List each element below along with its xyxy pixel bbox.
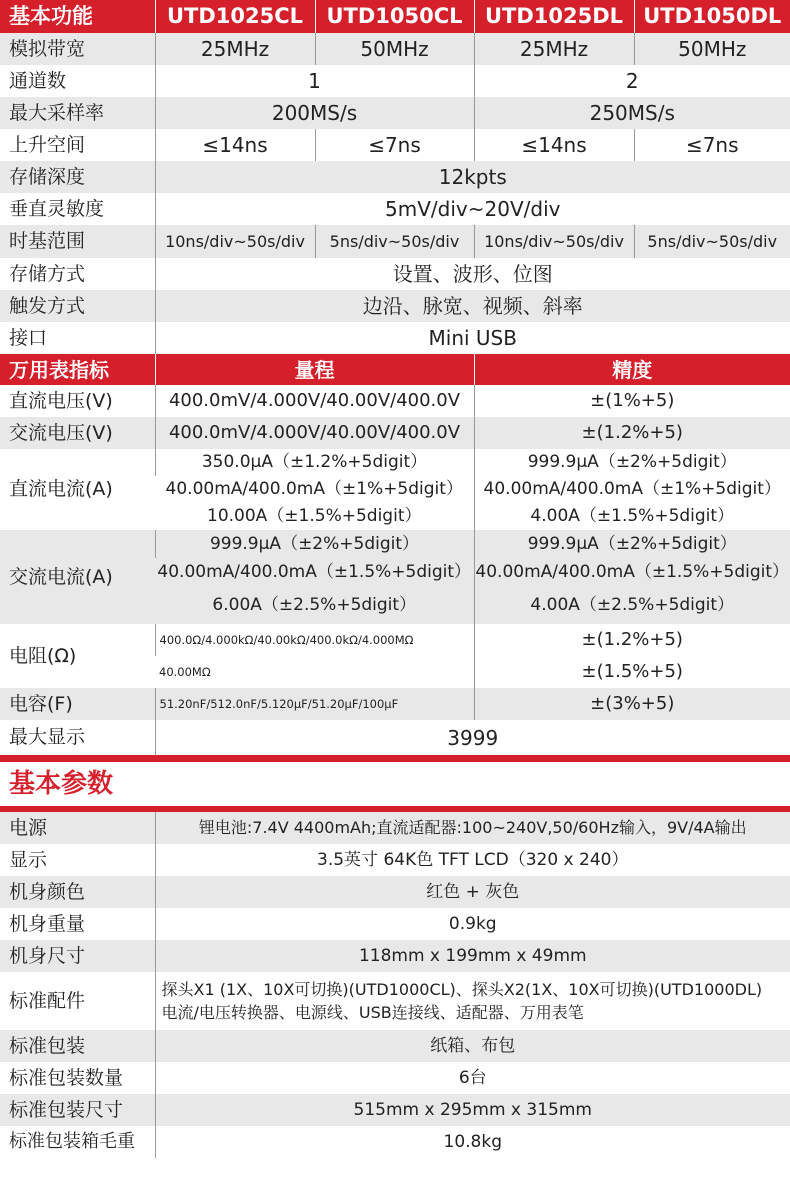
meter-value: 3999 — [155, 720, 790, 755]
spec-label: 接口 — [0, 322, 155, 354]
param-value: 0.9kg — [155, 908, 790, 940]
model-header-row — [0, 0, 790, 33]
meter-accuracy: ±(3%+5) — [474, 688, 790, 720]
param-value: 纸箱、布包 — [155, 1030, 790, 1062]
meter-row-aca — [0, 530, 790, 558]
spec-label: 垂直灵敏度 — [0, 193, 155, 225]
param-row — [0, 876, 790, 908]
param-value: 3.5英寸 64K色 TFT LCD（320 x 240） — [155, 844, 790, 876]
spec-value: 200MS/s — [155, 97, 474, 129]
multimeter-header-row — [0, 354, 790, 385]
meter-accuracy: ±(1.2%+5) — [474, 624, 790, 656]
meter-accuracy: 999.9μA（±2%+5digit） — [474, 530, 790, 558]
red-divider — [0, 755, 790, 762]
meter-label: 直流电压(V) — [0, 385, 155, 417]
meter-row-dcv — [0, 385, 790, 417]
param-value: 118mm x 199mm x 49mm — [155, 940, 790, 972]
meter-accuracy: ±(1%+5) — [474, 385, 790, 417]
spec-value: Mini USB — [155, 322, 790, 354]
param-value: 6台 — [155, 1062, 790, 1094]
meter-range: 40.00mA/400.0mA（±1%+5digit） — [155, 476, 474, 503]
param-value: 锂电池:7.4V 4400mAh;直流适配器:100~240V,50/60Hz输入，9V/4A输出 — [155, 812, 790, 844]
meter-accuracy: 40.00mA/400.0mA（±1.5%+5digit） — [474, 558, 790, 586]
meter-range: 350.0μA（±1.2%+5digit） — [155, 449, 474, 476]
param-row — [0, 844, 790, 876]
param-label: 标准包装数量 — [0, 1062, 155, 1094]
spec-value: 12kpts — [155, 161, 790, 193]
accessories-line: 探头X1 (1X、10X可切换)(UTD1000CL)、探头X2(1X、10X可切换)(UTD1000DL) — [161, 979, 763, 999]
basic-params-table — [0, 812, 790, 1158]
meter-accuracy: ±(1.2%+5) — [474, 417, 790, 449]
param-row — [0, 1126, 790, 1158]
spec-row-vertical-sensitivity — [0, 193, 790, 225]
spec-row-channels — [0, 65, 790, 97]
accuracy-header: 精度 — [474, 354, 790, 385]
spec-value: 10ns/div~50s/div — [155, 225, 315, 258]
accessories-line: 电流/电压转换器、电源线、USB连接线、适配器、万用表笔 — [161, 1003, 584, 1022]
param-label: 电源 — [0, 812, 155, 844]
spec-label: 存储方式 — [0, 258, 155, 290]
spec-row-bandwidth — [0, 33, 790, 65]
spec-row-storage — [0, 258, 790, 290]
section-title: 基本参数 — [0, 762, 790, 806]
param-row — [0, 972, 790, 1030]
spec-label: 最大采样率 — [0, 97, 155, 129]
param-value — [155, 972, 790, 1030]
model-name: UTD1050DL — [634, 0, 790, 33]
spec-value: 5ns/div~50s/div — [634, 225, 790, 258]
param-value: 515mm x 295mm x 315mm — [155, 1094, 790, 1126]
spec-label: 时基范围 — [0, 225, 155, 258]
param-label: 标准包装箱毛重 — [0, 1126, 155, 1158]
spec-label: 触发方式 — [0, 290, 155, 322]
meter-row-max-display — [0, 720, 790, 755]
meter-accuracy: 4.00A（±2.5%+5digit） — [474, 586, 790, 624]
spec-row-trigger — [0, 290, 790, 322]
meter-row-acv — [0, 417, 790, 449]
spec-value: 250MS/s — [474, 97, 790, 129]
model-name: UTD1050CL — [315, 0, 474, 33]
model-name: UTD1025DL — [474, 0, 634, 33]
spec-row-memory-depth — [0, 161, 790, 193]
meter-accuracy: 999.9μA（±2%+5digit） — [474, 449, 790, 476]
meter-label: 直流电流(A) — [0, 449, 155, 530]
header-label: 基本功能 — [0, 0, 155, 33]
param-label: 机身重量 — [0, 908, 155, 940]
meter-label: 电容(F) — [0, 688, 155, 720]
param-value: 10.8kg — [155, 1126, 790, 1158]
meter-range: 400.0mV/4.000V/40.00V/400.0V — [155, 385, 474, 417]
param-row — [0, 908, 790, 940]
meter-range: 400.0mV/4.000V/40.00V/400.0V — [155, 417, 474, 449]
spec-row-timebase — [0, 225, 790, 258]
spec-value: 设置、波形、位图 — [155, 258, 790, 290]
spec-value: 50MHz — [315, 33, 474, 65]
spec-label: 通道数 — [0, 65, 155, 97]
meter-row-dca — [0, 449, 790, 476]
meter-range: 10.00A（±1.5%+5digit） — [155, 503, 474, 530]
param-row — [0, 940, 790, 972]
meter-range: 400.0Ω/4.000kΩ/40.00kΩ/400.0kΩ/4.000MΩ — [155, 624, 474, 656]
meter-range: 999.9μA（±2%+5digit） — [155, 530, 474, 558]
meter-row-capacitance — [0, 688, 790, 720]
meter-row-resistance — [0, 624, 790, 656]
spec-row-sample-rate — [0, 97, 790, 129]
spec-value: 25MHz — [474, 33, 634, 65]
spec-value: ≤14ns — [474, 129, 634, 161]
spec-value: ≤14ns — [155, 129, 315, 161]
param-label: 显示 — [0, 844, 155, 876]
spec-value: ≤7ns — [634, 129, 790, 161]
param-value: 红色 + 灰色 — [155, 876, 790, 908]
spec-value: 5mV/div~20V/div — [155, 193, 790, 225]
range-header: 量程 — [155, 354, 474, 385]
meter-range: 51.20nF/512.0nF/5.120μF/51.20μF/100μF — [155, 688, 474, 720]
spec-value: 50MHz — [634, 33, 790, 65]
meter-accuracy: ±(1.5%+5) — [474, 656, 790, 688]
param-label: 机身尺寸 — [0, 940, 155, 972]
spec-label: 模拟带宽 — [0, 33, 155, 65]
spec-value: ≤7ns — [315, 129, 474, 161]
param-label: 机身颜色 — [0, 876, 155, 908]
param-row — [0, 1094, 790, 1126]
spec-label: 上升空间 — [0, 129, 155, 161]
spec-row-interface — [0, 322, 790, 354]
spec-row-rise-time — [0, 129, 790, 161]
meter-range: 40.00MΩ — [155, 656, 474, 688]
meter-range: 6.00A（±2.5%+5digit） — [155, 586, 474, 624]
spec-value: 10ns/div~50s/div — [474, 225, 634, 258]
param-row — [0, 812, 790, 844]
spec-value: 边沿、脉宽、视频、斜率 — [155, 290, 790, 322]
meter-accuracy: 4.00A（±1.5%+5digit） — [474, 503, 790, 530]
meter-label: 最大显示 — [0, 720, 155, 755]
meter-accuracy: 40.00mA/400.0mA（±1%+5digit） — [474, 476, 790, 503]
meter-label: 电阻(Ω) — [0, 624, 155, 688]
model-name: UTD1025CL — [155, 0, 315, 33]
multimeter-header-label: 万用表指标 — [0, 354, 155, 385]
spec-value: 1 — [155, 65, 474, 97]
param-label: 标准配件 — [0, 972, 155, 1030]
spec-value: 5ns/div~50s/div — [315, 225, 474, 258]
spec-value: 25MHz — [155, 33, 315, 65]
meter-range: 40.00mA/400.0mA（±1.5%+5digit） — [155, 558, 474, 586]
meter-label: 交流电压(V) — [0, 417, 155, 449]
spec-label: 存储深度 — [0, 161, 155, 193]
param-row — [0, 1030, 790, 1062]
param-row — [0, 1062, 790, 1094]
param-label: 标准包装尺寸 — [0, 1094, 155, 1126]
param-label: 标准包装 — [0, 1030, 155, 1062]
spec-value: 2 — [474, 65, 790, 97]
meter-label: 交流电流(A) — [0, 530, 155, 624]
